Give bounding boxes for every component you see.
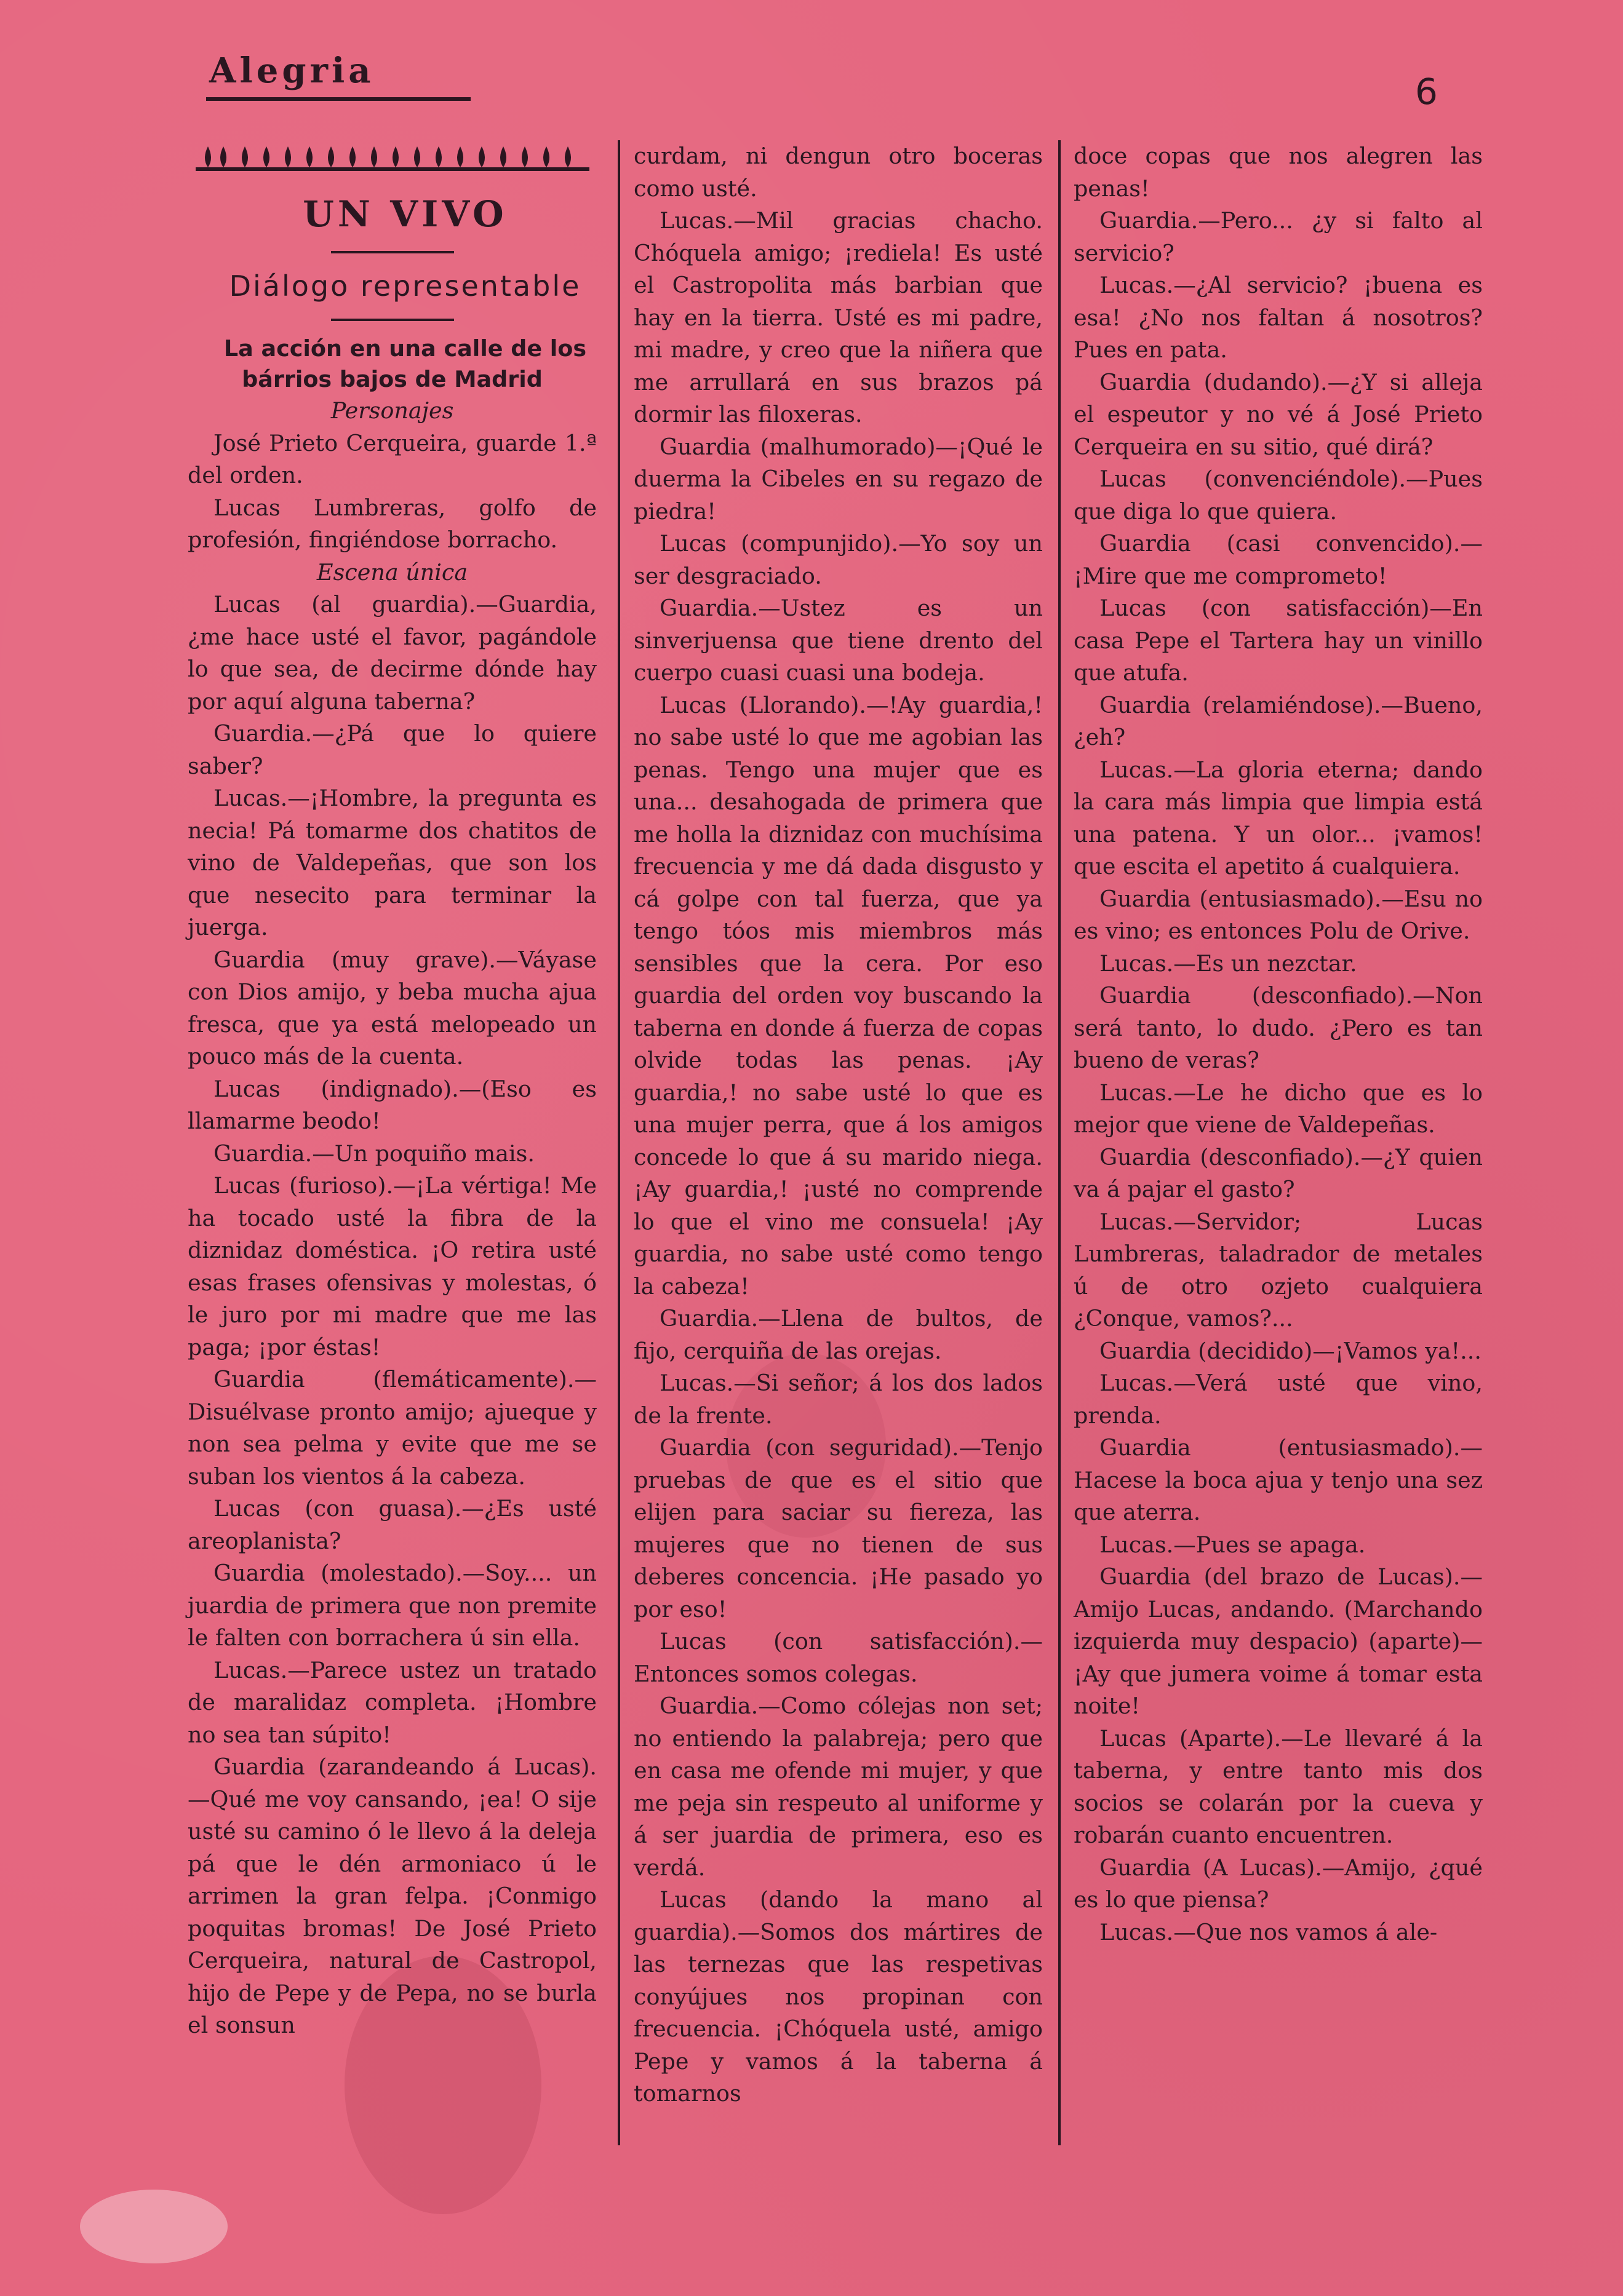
- dialogue-paragraph: Guardia (zarandeando á Lucas).—Qué me voy cansando, ¡ea! O sije usté su camino ó le llevo á la deleja pá que le dén armoniaco ú le arrimen la gran felpa. ¡Conmigo poquitas bromas! De José Prieto Cerqueira, natural de Castropol, hijo de Pepe y de Pepa, no se burla el sonsun: [188, 1754, 597, 2038]
- dialogue-paragraph: Lucas (indignado).—(Eso es llamarme beodo!: [188, 1075, 597, 1134]
- dialogue-paragraph: Lucas (furioso).—¡La vértiga! Me ha tocado usté la fibra de la diznidaz doméstica. ¡O retira usté esas frases ofensivas y molestas, ó le juro por mi madre que me las paga; ¡por éstas!: [188, 1172, 597, 1361]
- dialogue-paragraph: Guardia.—Ustez es un sinverjuensa que tiene drento del cuerpo cuasi cuasi una bodeja.: [634, 595, 1043, 686]
- dialogue-paragraph: Guardia (flemáticamente).—Disuélvase pronto amijo; ajueque y non sea pelma y evite que me se suban los vientos á la cabeza.: [188, 1366, 597, 1490]
- decorative-ornament-band: [188, 140, 597, 177]
- dialogue-paragraph: Guardia (molestado).—Soy.... un juardia de primera que non premite le falten con borrachera ú sin ella.: [188, 1560, 597, 1651]
- title-rule: [331, 251, 454, 253]
- paper-stain: [80, 2190, 228, 2263]
- dialogue-paragraph: Lucas (con satisfacción).—Entonces somos colegas.: [634, 1628, 1043, 1687]
- dialogue-paragraph: Lucas.—La gloria eterna; dando la cara más limpia que limpia está una patena. Y un olor... ¡vamos! que escita el apetito á cualquiera.: [1074, 756, 1483, 880]
- dialogue-paragraph: Lucas (convenciéndole).—Pues que diga lo que quiera.: [1074, 466, 1483, 525]
- dialogue-paragraph: Lucas.—Mil gracias chacho. Chóquela amigo; ¡rediela! Es usté el Castropolita más barbian que hay en la tierra. Usté es mi padre, mi madre, y creo que la niñera que me arrullará en sus brazos pá dormir las filoxeras.: [634, 207, 1043, 427]
- dialogue-paragraph: Guardia.—Pero... ¿y si falto al servicio?: [1074, 207, 1483, 266]
- dialogue-paragraph: Guardia.—Un poquiño mais.: [213, 1140, 535, 1167]
- dialogue-paragraph: Guardia (malhumorado)—¡Qué le duerma la Cibeles en su regazo de piedra!: [634, 433, 1043, 525]
- dialogue-paragraph: Lucas (Aparte).—Le llevaré á la taberna, y entre tanto mis dos socios se colarán por la cueva y robarán cuanto encuentren.: [1074, 1725, 1483, 1848]
- dialogue-paragraph: Guardia.—¿Pá que lo quiere saber?: [188, 720, 597, 779]
- column-2: [634, 140, 1043, 2110]
- cast-member: Lucas Lumbreras, golfo de profesión, fingiéndose borracho.: [188, 494, 597, 553]
- column-3: [1074, 140, 1483, 1948]
- dialogue-paragraph: Guardia (decidido)—¡Vamos ya!...: [1099, 1337, 1481, 1364]
- dialogue-paragraph: doce copas que nos alegren las penas!: [1074, 143, 1483, 202]
- dialogue-paragraph: Guardia (desconfiado).—Non será tanto, lo dudo. ¿Pero es tan bueno de veras?: [1074, 982, 1483, 1073]
- dialogue-paragraph: Lucas.—Si señor; á los dos lados de la frente.: [634, 1370, 1043, 1429]
- column-divider: [1058, 140, 1061, 2145]
- dialogue-paragraph: Guardia (con seguridad).—Tenjo pruebas de que es el sitio que elijen para saciar su fiereza, las mujeres que no tienen de sus deberes concencia. ¡He pasado yo por eso!: [634, 1434, 1043, 1623]
- dialogue-paragraph: Lucas (compunjido).—Yo soy un ser desgraciado.: [634, 530, 1043, 589]
- dialogue-paragraph: Lucas.—¡Hombre, la pregunta es necia! Pá tomarme dos chatitos de vino de Valdepeñas, que son los que nesecito para terminar la juerga.: [188, 785, 597, 940]
- dialogue-paragraph: Guardia (casi convencido).—¡Mire que me comprometo!: [1074, 530, 1483, 589]
- page-number: 6: [1415, 71, 1438, 113]
- dialogue-paragraph: Guardia (desconfiado).—¿Y quien va á pajar el gasto?: [1074, 1143, 1483, 1202]
- publication-name: Alegria: [209, 50, 375, 91]
- dialogue-paragraph: Lucas.—Que nos vamos á ale-: [1099, 1918, 1438, 1945]
- dialogue-paragraph: Guardia (entusiasmado).—Esu no es vino; es entonces Polu de Orive.: [1074, 885, 1483, 944]
- dialogue-paragraph: Lucas (con satisfacción)—En casa Pepe el Tartera hay un vinillo que atufa.: [1074, 595, 1483, 686]
- masthead-rule: [206, 97, 471, 101]
- dialogue-paragraph: Lucas.—Pues se apaga.: [1099, 1531, 1366, 1558]
- subtitle-rule: [331, 319, 454, 321]
- scene-heading: Escena única: [316, 558, 468, 586]
- dialogue-paragraph: Lucas (al guardia).—Guardia, ¿me hace usté el favor, pagándole lo que sea, de decirme dónde hay por aquí alguna taberna?: [188, 591, 597, 715]
- dialogue-paragraph: Lucas.—Es un nezctar.: [1099, 950, 1357, 977]
- dialogue-paragraph: Lucas (Llorando).—!Ay guardia,! no sabe usté lo que me agobian las penas. Tengo una mujer que es una... desahogada de primera que me holla la diznidaz con muchísima frecuencia y me dá dada disgusto y cá golpe con tal fuerza, que ya tengo tóos mis miembros más sensibles que la cera. Por eso guardia del orden voy buscando la taberna en donde á fuerza de copas olvide todas las penas. ¡Ay guardia,! no sabe usté lo que es una mujer perra, que á los amigos concede lo que á su marido niega. ¡Ay guardia,! ¡usté no comprende lo que el vino me consuela! ¡Ay guardia, no sabe usté como tengo la cabeza!: [634, 691, 1043, 1300]
- column-3-body: [1074, 140, 1483, 1948]
- article-title: UN VIVO: [303, 193, 508, 235]
- dialogue-paragraph: Lucas (dando la mano al guardia).—Somos dos mártires de las ternezas que las respetivas conyújues nos propinan con frecuencia. ¡Chóquela usté, amigo Pepe y vamos á la taberna á tomarnos: [634, 1886, 1043, 2107]
- column-1-body: [188, 589, 597, 2042]
- personajes-heading: Personajes: [330, 397, 454, 424]
- column-1: [188, 140, 597, 2042]
- ornament-icon: [196, 140, 589, 175]
- dialogue-paragraph: Lucas.—¿Al servicio? ¡buena es esa! ¿No nos faltan á nosotros? Pues en pata.: [1074, 272, 1483, 363]
- dialogue-paragraph: Guardia.—Llena de bultos, de fijo, cerquiña de las orejas.: [634, 1305, 1043, 1364]
- dialogue-paragraph: Lucas (con guasa).—¿Es usté areoplanista?: [188, 1495, 597, 1554]
- dialogue-paragraph: Lucas.—Verá usté que vino, prenda.: [1074, 1370, 1483, 1429]
- dialogue-paragraph: Guardia (A Lucas).—Amijo, ¿qué es lo que piensa?: [1074, 1854, 1483, 1913]
- dialogue-paragraph: Guardia (del brazo de Lucas).—Amijo Lucas, andando. (Marchando izquierda muy despacio) (aparte)—¡Ay que jumera voime á tomar esta noite!: [1074, 1563, 1483, 1719]
- dialogue-paragraph: curdam, ni dengun otro boceras como usté.: [634, 143, 1043, 202]
- article-subtitle: Diálogo representable: [229, 269, 581, 303]
- column-2-body: [634, 140, 1043, 2110]
- column-divider: [618, 140, 620, 2145]
- dialogue-paragraph: Guardia (muy grave).—Váyase con Dios amijo, y beba mucha ajua fresca, que ya está melopeado un pouco más de la cuenta.: [188, 946, 597, 1070]
- dialogue-paragraph: Guardia (dudando).—¿Y si alleja el espeutor y no vé á José Prieto Cerqueira en su sitio, qué dirá?: [1074, 368, 1483, 460]
- dialogue-paragraph: Lucas.—Servidor; Lucas Lumbreras, taladrador de metales ú de otro ozjeto cualquiera ¿Conque, vamos?...: [1074, 1208, 1483, 1332]
- dialogue-paragraph: Lucas.—Le he dicho que es lo mejor que viene de Valdepeñas.: [1074, 1079, 1483, 1138]
- dialogue-paragraph: Guardia (entusiasmado).—Hacese la boca ajua y tenjo una sez que aterra.: [1074, 1434, 1483, 1525]
- dialogue-paragraph: Guardia (relamiéndose).—Bueno, ¿eh?: [1074, 691, 1483, 750]
- scene-setting: La acción en una calle de los bárrios bajos de Madrid: [223, 335, 587, 392]
- cast-member: José Prieto Cerqueira, guarde 1.ª del orden.: [188, 429, 597, 488]
- dialogue-paragraph: Lucas.—Parece ustez un tratado de maralidaz completa. ¡Hombre no sea tan súpito!: [188, 1656, 597, 1748]
- dialogue-paragraph: Guardia.—Como cólejas non set; no entiendo la palabreja; pero que en casa me ofende mi mujer, y que me peja sin respeuto al uniforme y á ser juardia de primera, eso es verdá.: [634, 1693, 1043, 1881]
